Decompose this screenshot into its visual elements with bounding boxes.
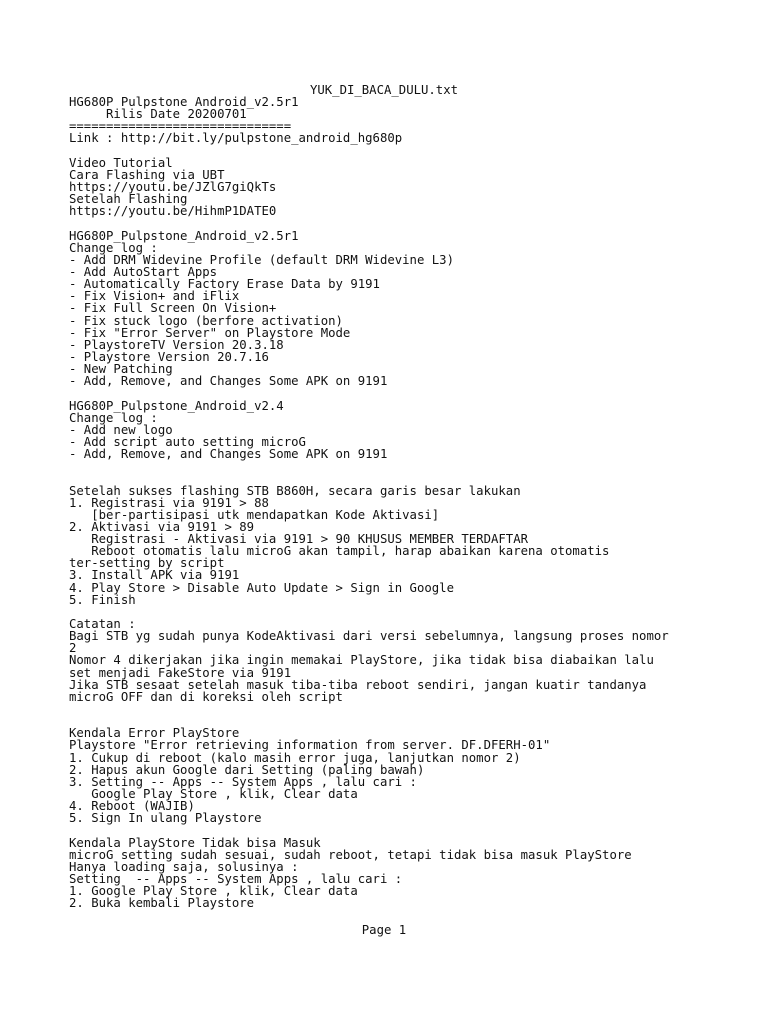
text-line: 5. Sign In ulang Playstore bbox=[69, 811, 262, 826]
text-line bbox=[69, 387, 749, 399]
text-line: Rilis Date 20200701 bbox=[69, 107, 247, 122]
text-line: 4. Reboot (WAJIB) bbox=[69, 799, 195, 814]
text-line: - Fix "Error Server" on Playstore Mode bbox=[69, 325, 351, 340]
text-line: 3. Install APK via 9191 bbox=[69, 568, 240, 583]
text-line: 1. Cukup di reboot (kalo masih error juga, lanjutkan nomor 2) bbox=[69, 750, 521, 765]
text-line: Reboot otomatis lalu microG akan tampil, harap abaikan karena otomatis bbox=[69, 544, 610, 559]
text-line bbox=[69, 145, 749, 157]
text-line: Video Tutorial bbox=[69, 155, 173, 170]
text-line: - PlaystoreTV Version 20.3.18 bbox=[69, 337, 284, 352]
text-line: - Fix Vision+ and iFlix bbox=[69, 289, 240, 304]
text-line: ter-setting by script bbox=[69, 556, 225, 571]
text-line: Setelah sukses flashing STB B860H, secara garis besar lakukan bbox=[69, 483, 521, 498]
text-line: microG setting sudah sesuai, sudah reboot, tetapi tidak bisa masuk PlayStore bbox=[69, 847, 632, 862]
text-line: 2. Hapus akun Google dari Setting (paling bawah) bbox=[69, 762, 425, 777]
text-line: ============================== bbox=[69, 119, 292, 134]
text-line: microG OFF dan di koreksi oleh script bbox=[69, 689, 343, 704]
text-line: - Playstore Version 20.7.16 bbox=[69, 349, 269, 364]
text-line: Setting -- Apps -- System Apps , lalu cari : bbox=[69, 872, 403, 886]
text-line: 4. Play Store > Disable Auto Update > Sign in Google bbox=[69, 580, 454, 595]
text-line: HG680P_Pulpstone_Android_v2.5r1 bbox=[69, 228, 299, 243]
text-line: Registrasi - Aktivasi via 9191 > 90 KHUSUS MEMBER TERDAFTAR bbox=[69, 532, 529, 547]
text-line bbox=[69, 472, 749, 484]
text-line: Catatan : bbox=[69, 617, 136, 632]
text-line: 3. Setting -- Apps -- System Apps , lalu cari : bbox=[69, 774, 417, 789]
text-line: - Automatically Factory Erase Data by 9191 bbox=[69, 277, 380, 292]
text-line: Google Play Store , klik, Clear data bbox=[69, 787, 358, 802]
text-line: Kendala PlayStore Tidak bisa Masuk bbox=[69, 835, 321, 850]
text-line: HG680P Pulpstone Android_v2.5r1 bbox=[69, 95, 299, 109]
text-line bbox=[69, 217, 749, 229]
text-line: Playstore "Error retrieving information from server. DF.DFERH-01" bbox=[69, 738, 551, 753]
text-line: 5. Finish bbox=[69, 592, 136, 607]
text-line: set menjadi FakeStore via 9191 bbox=[69, 665, 292, 680]
text-line: Bagi STB yg sudah punya KodeAktivasi dari versi sebelumnya, langsung proses nomor bbox=[69, 629, 669, 644]
text-line: - Fix Full Screen On Vision+ bbox=[69, 301, 277, 316]
text-line: - Fix stuck logo (berfore activation) bbox=[69, 313, 343, 328]
document-body bbox=[69, 96, 749, 909]
text-line: Setelah Flashing bbox=[69, 192, 188, 207]
text-line: [ber-partisipasi utk mendapatkan Kode Aktivasi] bbox=[69, 507, 440, 522]
text-line: Hanya loading saja, solusinya : bbox=[69, 859, 299, 874]
text-line bbox=[69, 606, 749, 618]
text-line: 2. Aktivasi via 9191 > 89 bbox=[69, 519, 255, 534]
text-line: Link : http://bit.ly/pulpstone_android_hg680p bbox=[69, 131, 403, 146]
text-line: Cara Flashing via UBT bbox=[69, 167, 225, 182]
text-line: - Add script auto setting microG bbox=[69, 434, 306, 449]
text-line: - Add, Remove, and Changes Some APK on 9191 bbox=[69, 447, 388, 462]
text-line: 2. Buka kembali Playstore bbox=[69, 896, 255, 911]
text-line: https://youtu.be/HihmP1DATE0 bbox=[69, 204, 277, 219]
text-line: 2 bbox=[69, 641, 77, 656]
text-line: Jika STB sesaat setelah masuk tiba-tiba reboot sendiri, jangan kuatir tandanya bbox=[69, 677, 647, 692]
document-title: YUK_DI_BACA_DULU.txt bbox=[309, 83, 459, 97]
text-line bbox=[69, 703, 749, 715]
text-line: - Add new logo bbox=[69, 422, 173, 437]
text-line: HG680P_Pulpstone_Android_v2.4 bbox=[69, 398, 284, 413]
text-line: https://youtu.be/JZlG7giQkTs bbox=[69, 179, 277, 194]
text-line: - Add DRM Widevine Profile (default DRM Widevine L3) bbox=[69, 252, 454, 267]
text-line: Change log : bbox=[69, 410, 158, 425]
text-line bbox=[69, 460, 749, 472]
text-line: - New Patching bbox=[69, 362, 173, 377]
text-line: Kendala Error PlayStore bbox=[69, 726, 240, 741]
text-line: Nomor 4 dikerjakan jika ingin memakai PlayStore, jika tidak bisa diabaikan lalu bbox=[69, 653, 654, 668]
page-number: Page 1 bbox=[361, 923, 407, 937]
text-line: - Add, Remove, and Changes Some APK on 9191 bbox=[69, 374, 388, 389]
text-line bbox=[69, 824, 749, 836]
text-line: - Add AutoStart Apps bbox=[69, 264, 218, 279]
text-line: 1. Google Play Store , klik, Clear data bbox=[69, 884, 358, 899]
text-line: 1. Registrasi via 9191 > 88 bbox=[69, 495, 269, 510]
text-line: Change log : bbox=[69, 240, 158, 255]
